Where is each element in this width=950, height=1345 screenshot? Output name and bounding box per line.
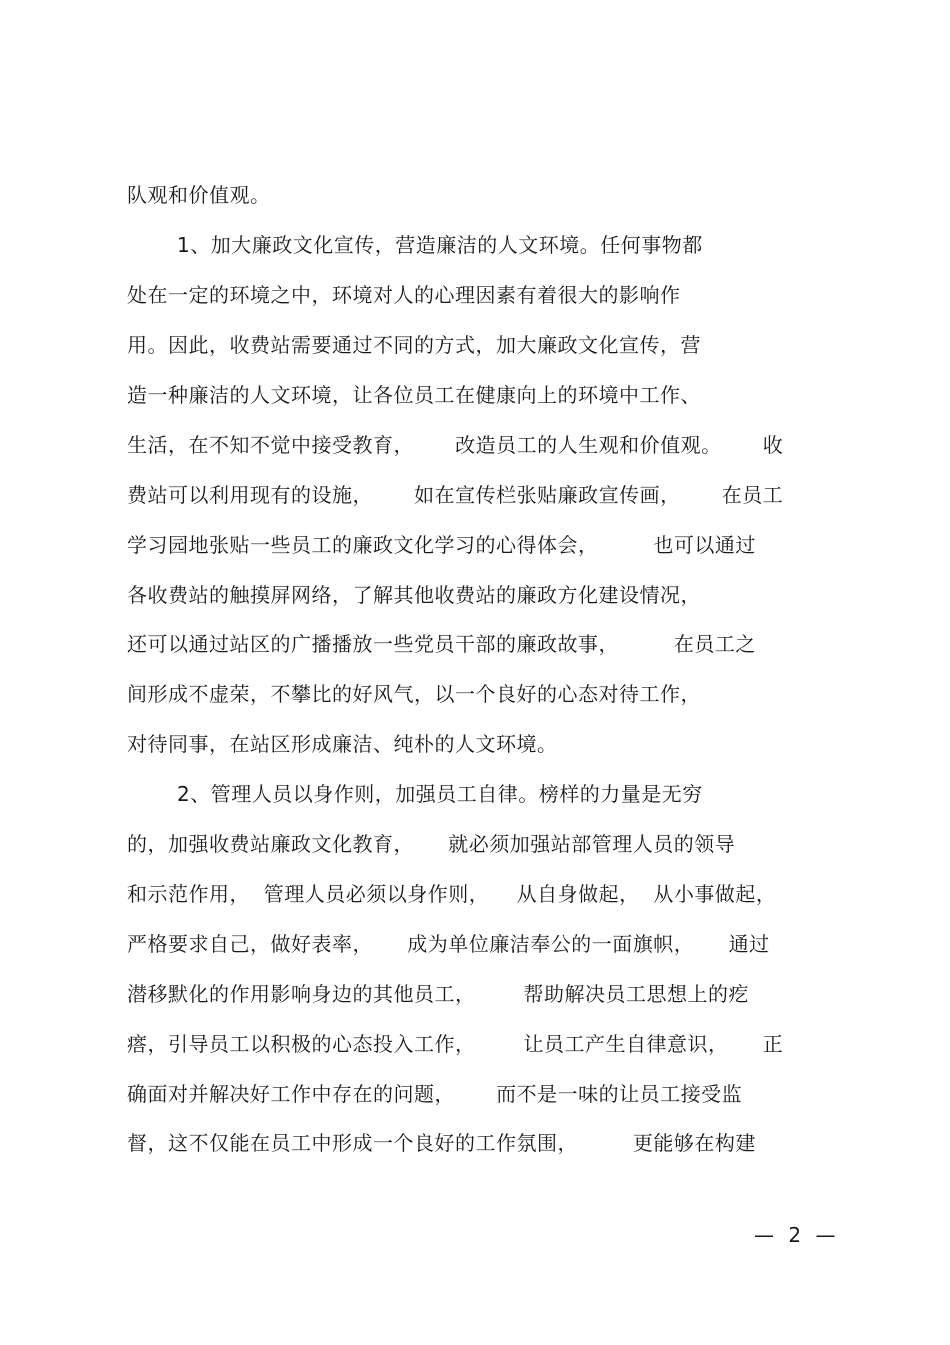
text-line-13: 2、管理人员以身作则，加强员工自律。榜样的力量是无穷 [177, 782, 703, 806]
text-line-12: 对待同事，在站区形成廉洁、纯朴的人文环境。 [127, 732, 558, 756]
text-line-15: 和示范作用， 管理人员必须以身作则， 从自身做起， 从小事做起， [127, 882, 777, 906]
text-line-3: 处在一定的环境之中，环境对人的心理因素有着很大的影响作 [127, 283, 681, 307]
text-line-9: 各收费站的触摸屏网络，了解其他收费站的廉政方化建设情况， [127, 583, 701, 607]
text-line-19: 确面对并解决好工作中存在的问题， 而不是一味的让员工接受监 [127, 1082, 743, 1106]
text-line-18: 瘩，引导员工以积极的心态投入工作， 让员工产生自律意识， 正 [127, 1032, 784, 1056]
text-line-10: 还可以通过站区的广播播放一些党员干部的廉政故事， 在员工之 [127, 632, 756, 656]
text-line-17: 潜移默化的作用影响身边的其他员工， 帮助解决员工思想上的疙 [127, 982, 750, 1006]
text-line-20: 督，这不仅能在员工中形成一个良好的工作氛围， 更能够在构建 [127, 1131, 756, 1155]
text-line-11: 间形成不虚荣，不攀比的好风气，以一个良好的心态对待工作， [127, 682, 701, 706]
text-line-2: 1、加大廉政文化宣传，营造廉洁的人文环境。任何事物都 [177, 233, 703, 257]
text-line-8: 学习园地张贴一些员工的廉政文化学习的心得体会， 也可以通过 [127, 533, 756, 557]
text-line-4: 用。因此，收费站需要通过不同的方式，加大廉政文化宣传，营 [127, 333, 701, 357]
text-line-1: 队观和价值观。 [127, 183, 271, 207]
text-line-6: 生活，在不知不觉中接受教育， 改造员工的人生观和价值观。 收 [127, 433, 784, 457]
text-line-14: 的，加强收费站廉政文化教育， 就必须加强站部管理人员的领导 [127, 832, 736, 856]
text-line-16: 严格要求自己，做好表率， 成为单位廉洁奉公的一面旗帜， 通过 [127, 932, 770, 956]
text-line-5: 造一种廉洁的人文环境，让各位员工在健康向上的环境中工作、 [127, 383, 701, 407]
text-line-7: 费站可以利用现有的设施， 如在宣传栏张贴廉政宣传画， 在员工 [127, 483, 784, 507]
page-number: — 2 — [754, 1223, 840, 1247]
